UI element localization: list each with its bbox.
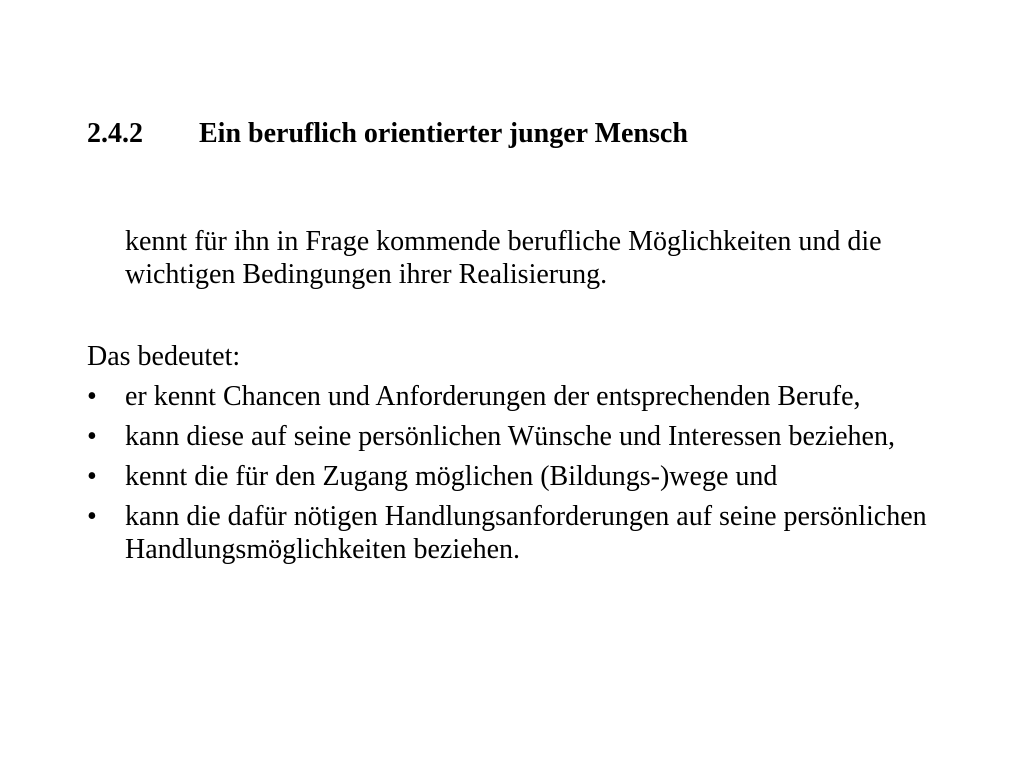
bullet-item [87,500,967,566]
bullet-text: kennt die für den Zugang möglichen (Bildungs-)wege und [125,461,778,492]
section-title: Ein beruflich orientierter junger Mensch [199,118,688,149]
bullet-item [87,420,967,453]
bullet-icon: • [87,501,97,532]
bullet-item [87,380,967,413]
bullet-text: er kennt Chancen und Anforderungen der entsprechenden Berufe, [125,381,861,412]
bullet-list [87,380,967,573]
section-heading [87,116,688,152]
bullet-icon: • [87,461,97,492]
lead-text: Das bedeutet: [87,341,241,372]
bullet-text: kann die dafür nötigen Handlungsanforderungen auf seine persönlichen Handlungsmöglichkeiten beziehen. [125,501,927,565]
bullet-text: kann diese auf seine persönlichen Wünsche und Interessen beziehen, [125,421,895,452]
section-number: 2.4.2 [87,118,143,149]
bullet-icon: • [87,421,97,452]
bullet-icon: • [87,381,97,412]
bullet-item [87,460,967,493]
intro-paragraph: kennt für ihn in Frage kommende berufliche Möglichkeiten und die wichtigen Bedingungen ihrer Realisierung. [125,226,882,290]
